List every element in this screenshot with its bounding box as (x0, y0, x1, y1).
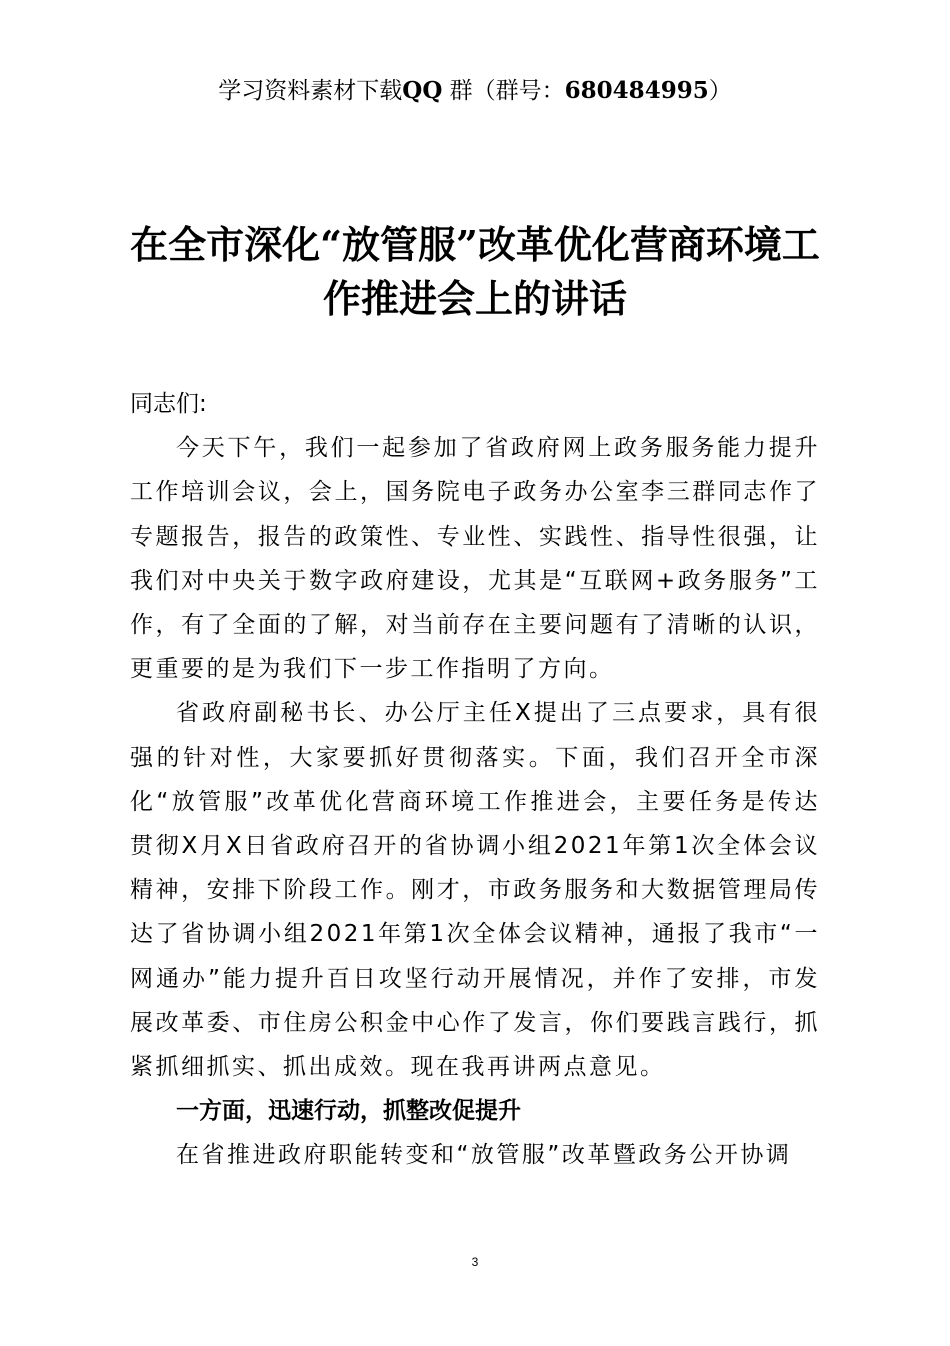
salutation: 同志们: (130, 391, 207, 417)
body-paragraph-3: 在省推进政府职能转变和“放管服”改革暨政务公开协调 (176, 1142, 792, 1169)
header-suffix: ） (708, 78, 732, 104)
body-paragraph-2: 省政府副秘书长、办公厅主任X提出了三点要求，具有很强的针对性，大家要抓好贯彻落实。下面，我们召开全市深化“放管服”改革优化营商环境工作推进会，主要任务是传达贯彻X月X日省政府召开的省协调小组2021年第1次全体会议精神，安排下阶段工作。刚才，市政务服务和大数据管理局传达了省协调小组2021年第1次全体会议精神，通报了我市“一网通办”能力提升百日攻坚行动开展情况，并作了安排，市发展改革委、市住房公积金中心作了发言，你们要践言践行，抓紧抓细抓实、抓出成效。现在我再讲两点意见。 (130, 700, 820, 1081)
header-group: 群（群号： (442, 78, 565, 104)
document-title (100, 218, 850, 326)
section-heading: 一方面，迅速行动，抓整改促提升 (176, 1098, 521, 1125)
page-header (0, 74, 950, 108)
body-paragraph-1: 今天下午，我们一起参加了省政府网上政务服务能力提升工作培训会议，会上，国务院电子政务办公室李三群同志作了专题报告，报告的政策性、专业性、实践性、指导性很强，让我们对中央关于数字政府建设，尤其是“互联网+政务服务”工作，有了全面的了解，对当前存在主要问题有了清晰的认识，更重要的是为我们下一步工作指明了方向。 (130, 435, 820, 683)
header-prefix: 学习资料素材下载 (218, 78, 403, 104)
page-number: 3 (471, 1255, 479, 1269)
header-group-number: 680484995 (564, 77, 709, 104)
title-line-2: 作推进会上的讲话 (322, 276, 627, 321)
header-qq: QQ (402, 77, 443, 104)
title-line-1: 在全市深化“放管服”改革优化营商环境工 (130, 222, 820, 267)
document-body (130, 382, 820, 1178)
